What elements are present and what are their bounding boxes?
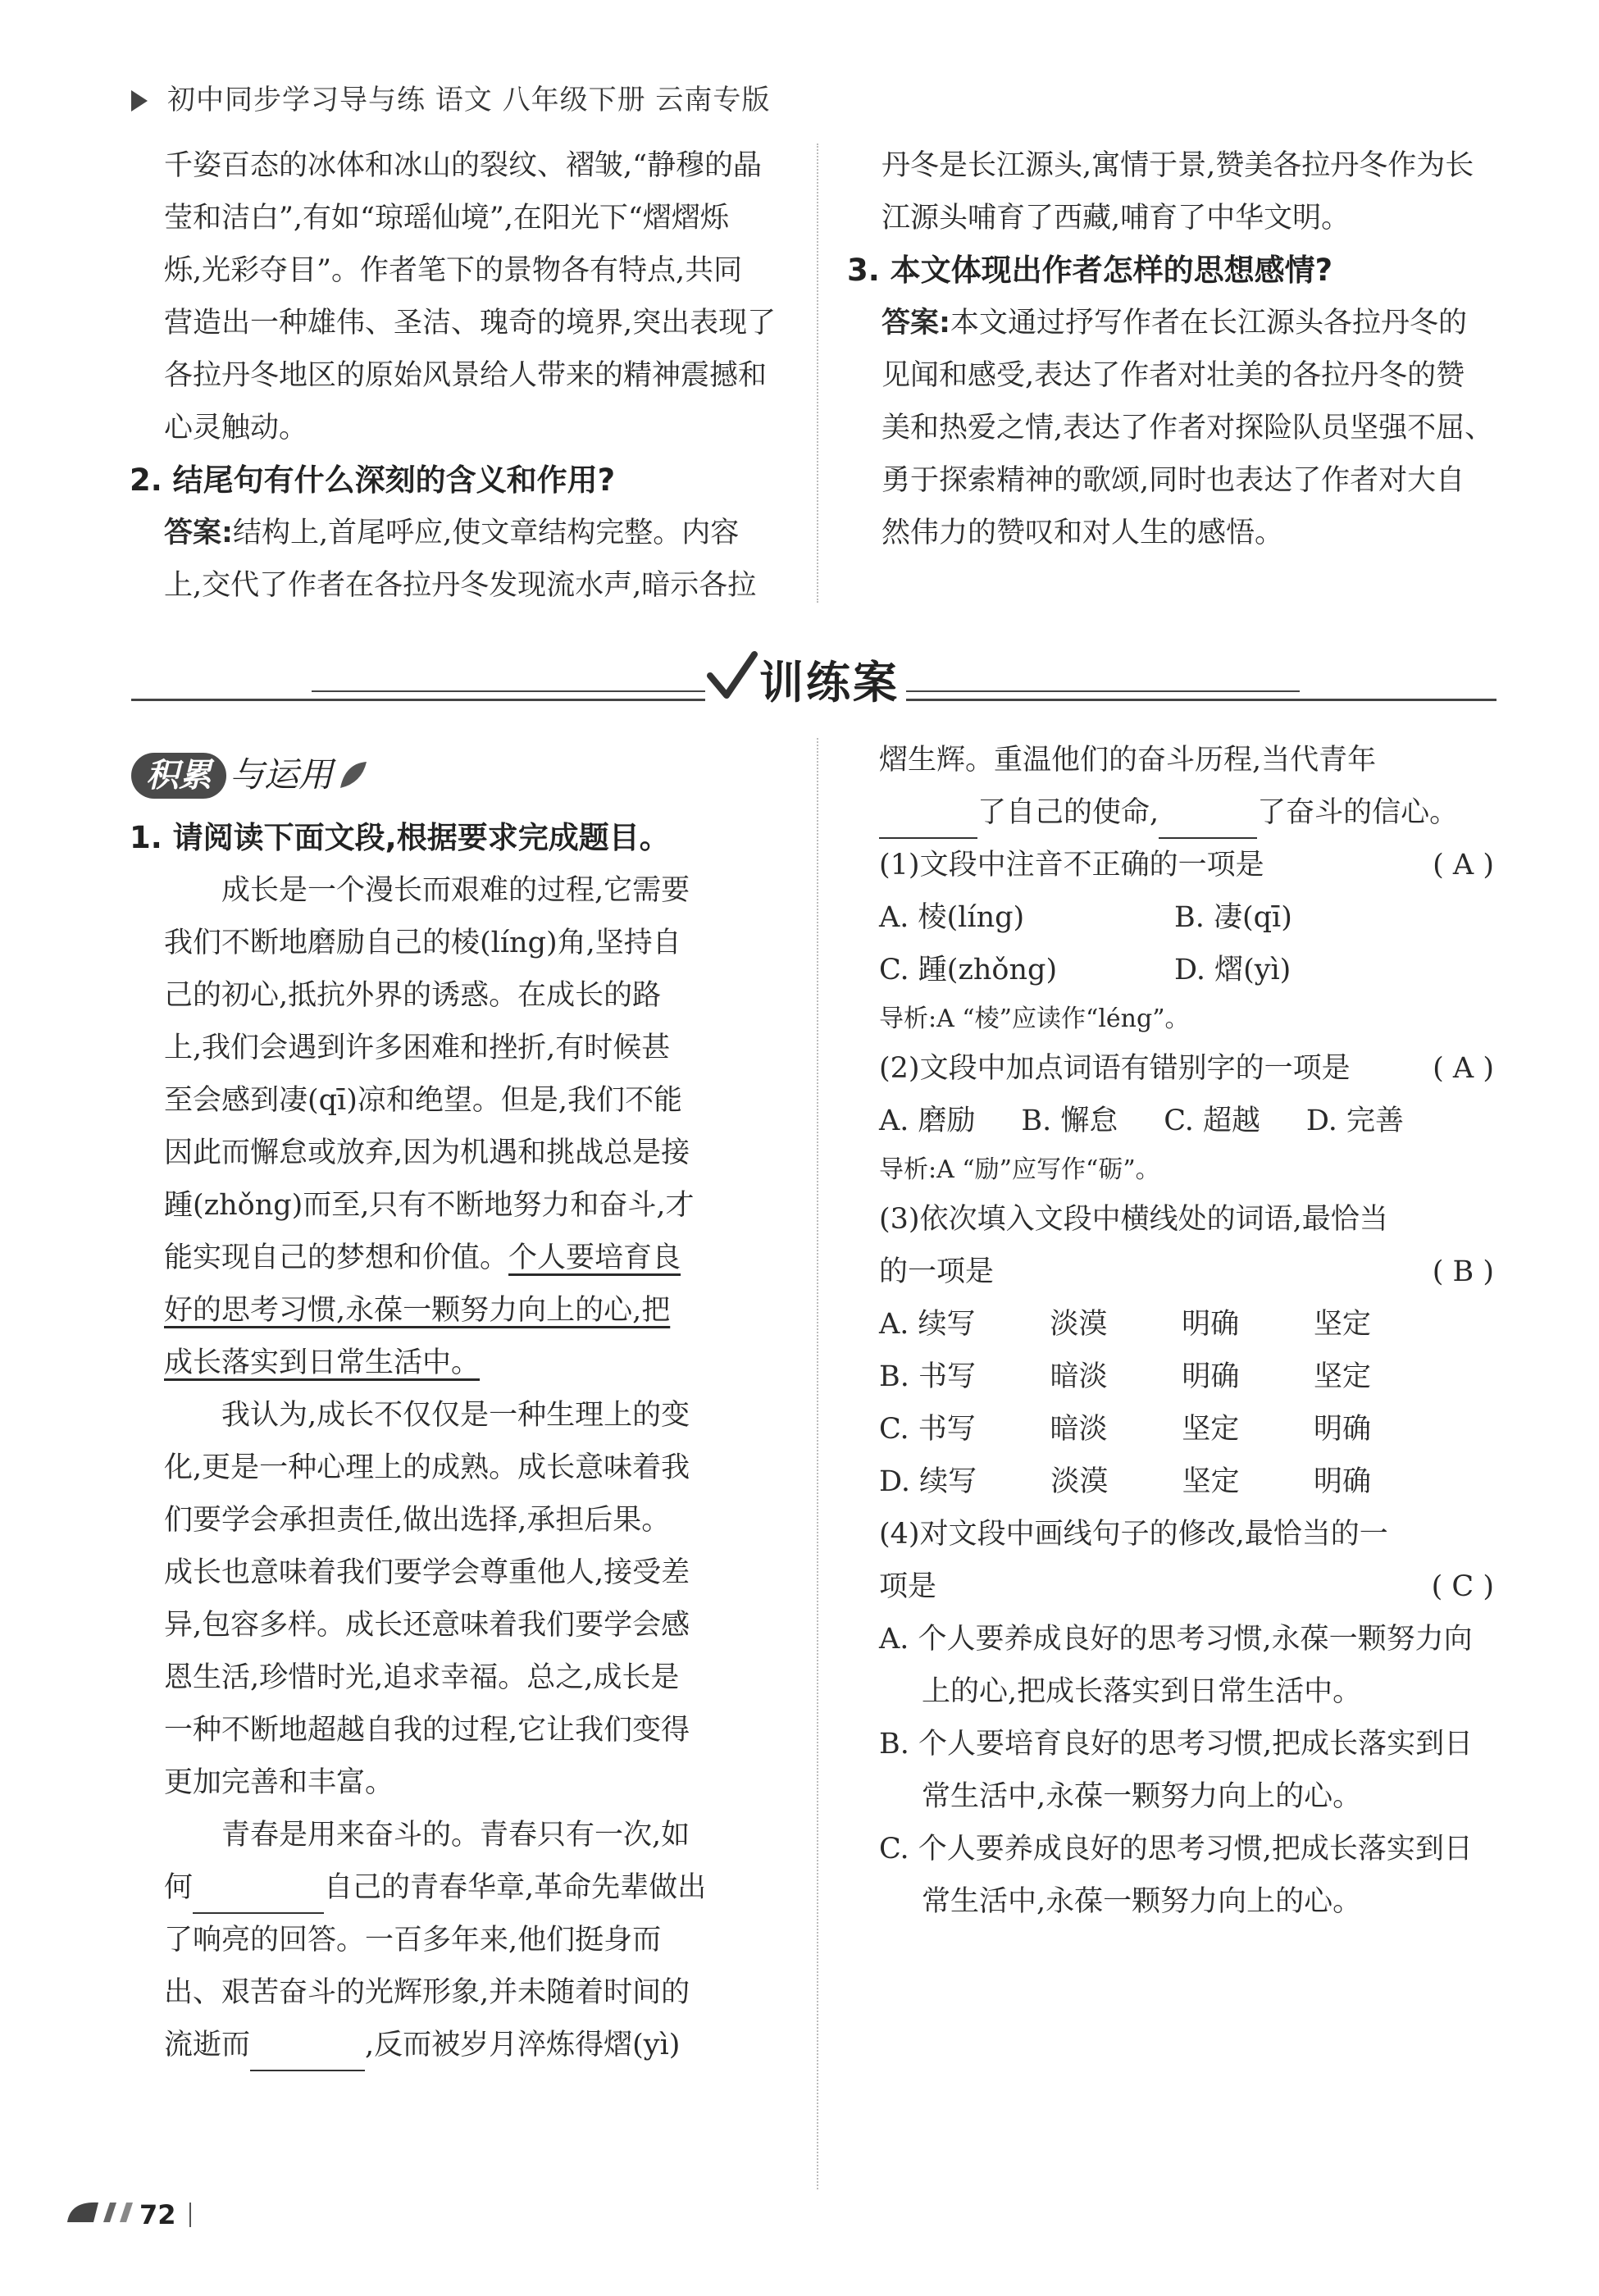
text-line: 各拉丹冬地区的原始风景给人带来的精神震撼和 [164, 359, 768, 392]
question-1: 1. 请阅读下面文段,根据要求完成题目。 [130, 820, 670, 855]
passage-line: 青春是用来奋斗的。青春只有一次,如 [221, 1819, 690, 1852]
answer-text: 上,交代了作者在各拉丹冬发现流水声,暗示各拉 [164, 569, 757, 602]
option-word: 淡漠 [1050, 1308, 1108, 1341]
top-right-column [847, 139, 1505, 559]
checkmark-icon [704, 648, 761, 705]
option-b: B. 个人要培育良好的思考习惯,把成长落实到日常生活中,永葆一颗努力向上的心。 [879, 1728, 1474, 1813]
passage-line: 己的初心,抵抗外界的诱惑。在成长的路 [164, 979, 662, 1012]
text-line: 江源头哺育了西藏,哺育了中华文明。 [882, 202, 1351, 235]
banner-title: 训练案 [759, 657, 900, 708]
passage-line: 成长是一个漫长而艰难的过程,它需要 [221, 874, 690, 907]
text-line: 烁,光彩夺目”。作者笔下的景物各有特点,共同 [164, 254, 743, 287]
answer-paren: ( A ) [1433, 1052, 1494, 1085]
text-line: 丹冬是长江源头,寓情于景,赞美各拉丹冬作为长 [882, 149, 1474, 182]
option-b: B. 凄(qī) [1174, 901, 1292, 934]
option-word: 明确 [1313, 1413, 1371, 1446]
subquestion-2 [879, 1042, 1494, 1095]
answer-text: 见闻和感受,表达了作者对壮美的各拉丹冬的赞 [882, 359, 1465, 392]
page-ornament-icon [66, 2198, 136, 2227]
banner-rule-left-upper [312, 690, 705, 692]
option-word: 淡漠 [1050, 1465, 1109, 1498]
subquestion-text: (1)文段中注音不正确的一项是 [879, 849, 1264, 882]
passage-line: 出、艰苦奋斗的光辉形象,并未随着时间的 [164, 1976, 690, 2009]
underlined-sentence: 个人要培育良 [508, 1241, 681, 1274]
passage-line: 踵(zhǒng)而至,只有不断地努力和奋斗,才 [164, 1189, 695, 1222]
text-line: 营造出一种雄伟、圣洁、瑰奇的境界,突出表现了 [164, 307, 777, 339]
answer-text: 本文通过抒写作者在长江源头各拉丹冬的 [950, 307, 1468, 339]
fill-blank [250, 2034, 365, 2071]
answer-text: 结构上,首尾呼应,使文章结构完整。内容 [233, 517, 740, 549]
option-d: D. 熠(yì) [1174, 954, 1292, 986]
passage-line: 一种不断地超越自我的过程,它让我们变得 [164, 1714, 690, 1747]
options-row [879, 944, 1494, 996]
option-row-a [879, 1298, 1371, 1351]
option-c: C. 超越 [1164, 1105, 1261, 1137]
section-tag-pill: 积累 [131, 753, 226, 799]
passage-line [164, 2019, 779, 2071]
leaf-icon [337, 758, 370, 791]
option-word: 坚定 [1313, 1308, 1371, 1341]
text-line: 千姿百态的冰体和冰山的裂纹、褶皱,“静穆的晶 [164, 149, 763, 182]
option-word: D. 续写 [879, 1465, 977, 1498]
underlined-sentence: 好的思考习惯,永葆一颗努力向上的心,把 [164, 1294, 671, 1327]
answer-text: 美和热爱之情,表达了作者对探险队员坚强不屈、 [882, 412, 1494, 444]
passage-text: 了自己的使命, [977, 796, 1159, 829]
answer-2 [164, 507, 787, 559]
banner-rule-left [131, 699, 705, 701]
top-left-column [130, 139, 787, 612]
header-title: 初中同步学习导与练 语文 八年级下册 云南专版 [167, 84, 771, 116]
passage-line: 因此而懈怠或放弃,因为机遇和挑战总是接 [164, 1137, 690, 1169]
section-tag [131, 748, 370, 799]
subquestion-text: 的一项是 [879, 1255, 995, 1288]
passage-line: 至会感到凄(qī)凉和绝望。但是,我们不能 [164, 1084, 683, 1117]
column-divider [817, 144, 818, 603]
right-column [879, 734, 1494, 1928]
passage-text: 流逝而 [164, 2029, 251, 2061]
fill-blank [193, 1876, 324, 1914]
option-word: 暗淡 [1050, 1360, 1108, 1393]
subquestion-3-cont [879, 1246, 1494, 1298]
passage-line: 更加完善和丰富。 [164, 1766, 394, 1799]
passage-text: 了奋斗的信心。 [1257, 796, 1459, 829]
banner-rule-right-upper [906, 690, 1300, 692]
banner-rule-right [906, 699, 1496, 701]
passage-line: 熠生辉。重温他们的奋斗历程,当代青年 [879, 744, 1377, 777]
option-word: B. 书写 [879, 1360, 976, 1393]
passage-line: 化,更是一种心理上的成熟。成长意味着我 [164, 1451, 690, 1484]
option-d: D. 完善 [1305, 1105, 1404, 1137]
passage-line [879, 786, 1494, 839]
answer-paren: ( B ) [1432, 1255, 1494, 1288]
answer-text: 然伟力的赞叹和对人生的感悟。 [882, 517, 1284, 549]
passage-text: ,反而被岁月淬炼得熠(yì) [365, 2029, 681, 2061]
option-row-c [879, 1403, 1371, 1456]
option-word: A. 续写 [879, 1308, 976, 1341]
passage-line [164, 1232, 779, 1284]
hint-text: 导析:A “励”应写作“砺”。 [879, 1155, 1160, 1184]
passage-line: 异,包容多样。成长还意味着我们要学会感 [164, 1609, 690, 1642]
answer-paren: ( A ) [1433, 849, 1494, 882]
option-word: 暗淡 [1050, 1413, 1108, 1446]
option-word: 坚定 [1182, 1413, 1240, 1446]
section-tag-rest: 与运用 [230, 754, 334, 795]
passage-line: 上,我们会遇到许多困难和挫折,有时候甚 [164, 1032, 671, 1064]
question-2: 2. 结尾句有什么深刻的含义和作用? [130, 462, 616, 498]
answer-text: 勇于探索精神的歌颂,同时也表达了作者对大自 [882, 464, 1465, 497]
option-word: C. 书写 [879, 1413, 976, 1446]
passage-text: 何 [164, 1871, 194, 1904]
answer-label: 答案: [882, 307, 950, 339]
fill-blank [1159, 801, 1257, 839]
page-number [139, 2199, 191, 2230]
left-column [130, 812, 779, 2071]
column-divider [817, 738, 818, 2189]
page-number-bar [189, 2203, 191, 2227]
options-row [879, 891, 1494, 944]
passage-line [164, 1861, 779, 1914]
passage-text: 能实现自己的梦想和价值。 [164, 1241, 509, 1274]
page-number-text: 72 [139, 2199, 176, 2230]
option-a: A. 个人要养成良好的思考习惯,永葆一颗努力向上的心,把成长落实到日常生活中。 [879, 1623, 1473, 1708]
play-triangle-icon [131, 90, 148, 112]
passage-line: 我认为,成长不仅仅是一种生理上的变 [221, 1399, 690, 1432]
answer-3 [882, 297, 1505, 349]
answer-label: 答案: [164, 517, 233, 549]
passage-line: 我们不断地磨励自己的棱(líng)角,坚持自 [164, 927, 681, 959]
question-3: 3. 本文体现出作者怎样的思想感情? [847, 253, 1333, 288]
text-line: 心灵触动。 [164, 412, 308, 444]
subquestion-4: (4)对文段中画线句子的修改,最恰当的一 [879, 1518, 1388, 1551]
text-line: 莹和洁白”,有如“琼瑶仙境”,在阳光下“熠熠烁 [164, 202, 729, 235]
option-word: 坚定 [1313, 1360, 1371, 1393]
passage-line: 了响亮的回答。一百多年来,他们挺身而 [164, 1924, 662, 1957]
passage-text: 自己的青春华章,革命先辈做出 [324, 1871, 707, 1904]
passage-line: 们要学会承担责任,做出选择,承担后果。 [164, 1504, 671, 1537]
option-word: 坚定 [1182, 1465, 1240, 1498]
option-c: C. 踵(zhǒng) [879, 954, 1058, 986]
option-word: 明确 [1182, 1308, 1240, 1341]
subquestion-4-cont [879, 1560, 1494, 1613]
option-row-d [879, 1456, 1371, 1508]
passage-line: 恩生活,珍惜时光,追求幸福。总之,成长是 [164, 1661, 680, 1694]
option-word: 明确 [1313, 1465, 1371, 1498]
option-a: A. 磨励 [879, 1105, 976, 1137]
fill-blank [879, 801, 977, 839]
subquestion-text: (2)文段中加点词语有错别字的一项是 [879, 1052, 1351, 1085]
option-word: 明确 [1182, 1360, 1240, 1393]
passage-line: 成长也意味着我们要学会尊重他人,接受差 [164, 1556, 690, 1589]
subquestion-3: (3)依次填入文段中横线处的词语,最恰当 [879, 1203, 1388, 1236]
option-a: A. 棱(líng) [879, 901, 1025, 934]
running-header [131, 77, 770, 117]
answer-paren: ( C ) [1431, 1570, 1494, 1603]
option-c: C. 个人要养成良好的思考习惯,把成长落实到日常生活中,永葆一颗努力向上的心。 [879, 1833, 1473, 1918]
underlined-sentence: 成长落实到日常生活中。 [164, 1346, 481, 1379]
options-row [879, 1095, 1404, 1147]
option-row-b [879, 1351, 1371, 1403]
option-b: B. 懈怠 [1021, 1105, 1118, 1137]
hint-text: 导析:A “棱”应读作“léng”。 [879, 1004, 1190, 1033]
subquestion-text: 项是 [879, 1570, 937, 1603]
subquestion-1 [879, 839, 1494, 891]
